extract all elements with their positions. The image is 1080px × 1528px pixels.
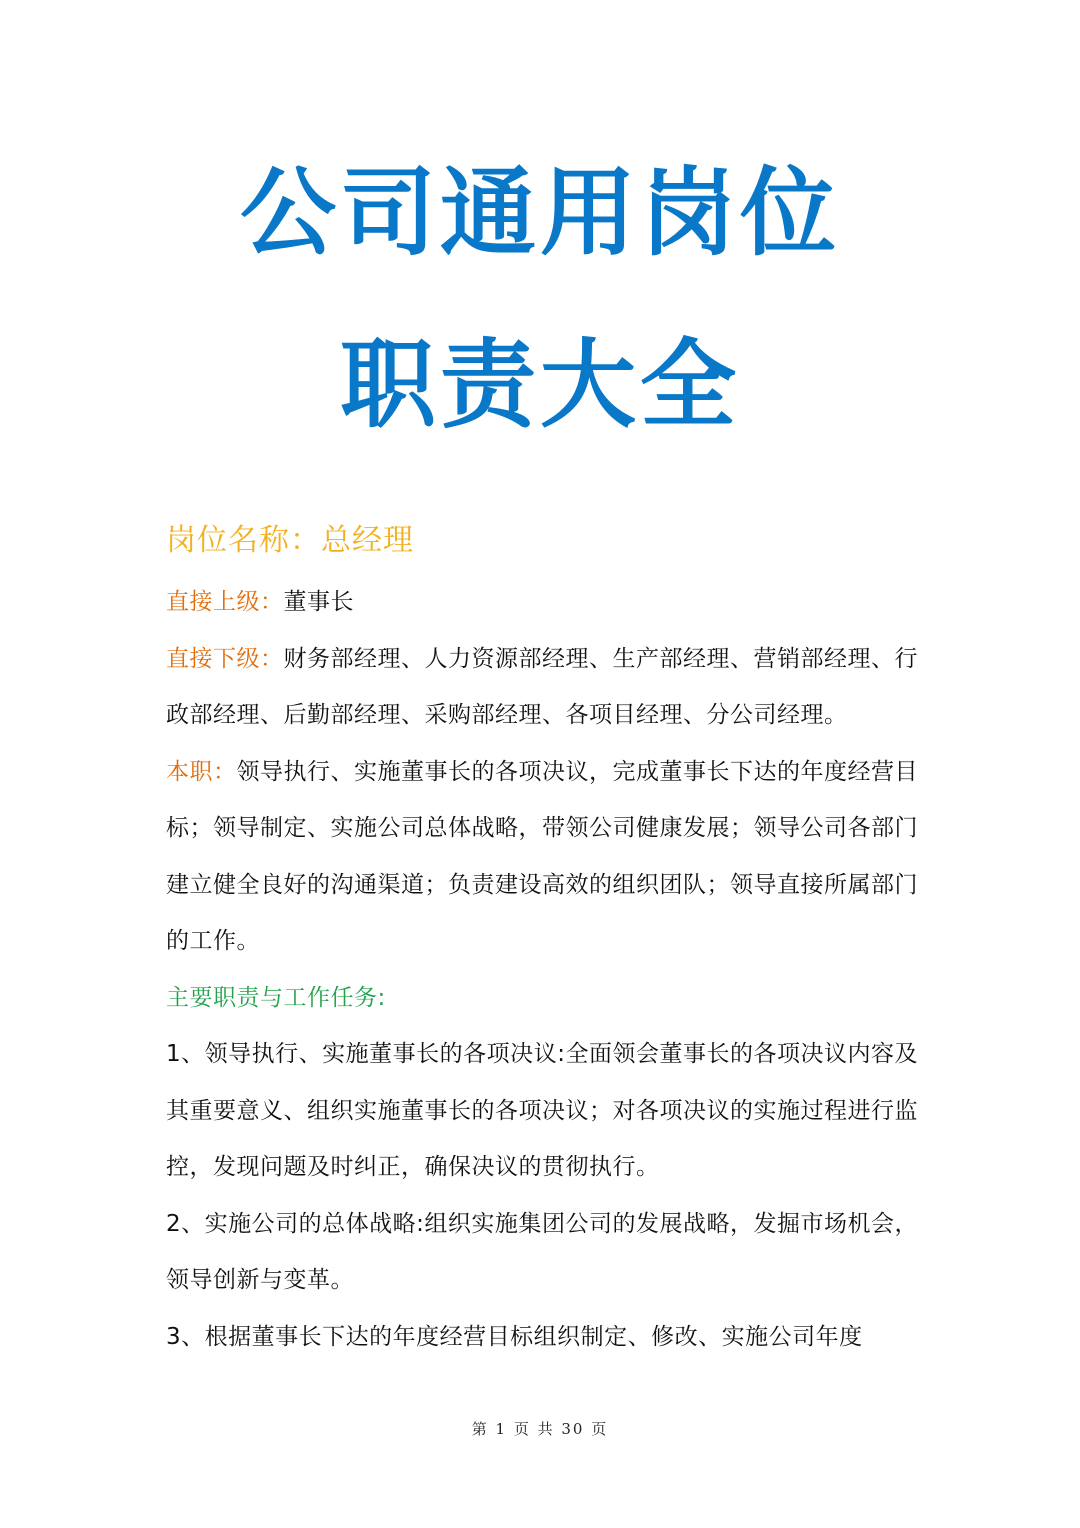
- direct-superior-paragraph: [166, 574, 918, 631]
- tasks-heading: 主要职责与工作任务:: [166, 984, 386, 1011]
- document-title-line-1: 公司通用岗位: [240, 157, 840, 269]
- duty-value: 领导执行、实施董事长的各项决议，完成董事长下达的年度经营目标；领导制定、实施公司总体战略，带领公司健康发展；领导公司各部门建立健全良好的沟通渠道；负责建设高效的组织团队；领导直接所属部门的工作。: [166, 758, 918, 954]
- duty-label: 本职：: [166, 758, 237, 785]
- direct-superior-value: 董事长: [283, 589, 354, 615]
- task-item-2: 2、实施公司的总体战略:组织实施集团公司的发展战略，发掘市场机会，领导创新与变革。: [166, 1210, 918, 1293]
- document-title-line-2: 职责大全: [340, 329, 740, 441]
- task-item-3: 3、根据董事长下达的年度经营目标组织制定、修改、实施公司年度: [166, 1323, 863, 1350]
- document-body: [166, 518, 918, 1365]
- page-number-footer: 第 1 页 共 30 页: [471, 1420, 609, 1438]
- direct-subordinate-paragraph: [166, 631, 918, 744]
- duty-paragraph: [166, 744, 918, 970]
- direct-subordinate-value: 财务部经理、人力资源部经理、生产部经理、营销部经理、行政部经理、后勤部经理、采购部经理、各项目经理、分公司经理。: [166, 645, 918, 728]
- task-item-1: 1、领导执行、实施董事长的各项决议:全面领会董事长的各项决议内容及其重要意义、组织实施董事长的各项决议；对各项决议的实施过程进行监控，发现问题及时纠正，确保决议的贯彻执行。: [166, 1041, 918, 1180]
- direct-subordinate-label: 直接下级：: [166, 645, 284, 672]
- direct-superior-label: 直接上级：: [166, 589, 284, 615]
- position-name-heading: 岗位名称：总经理: [166, 523, 414, 558]
